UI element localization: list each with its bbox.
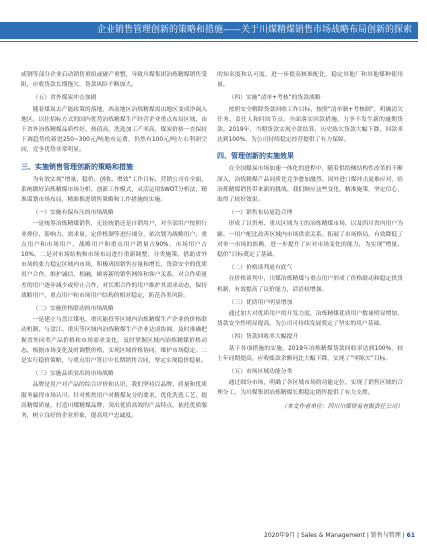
header-divider <box>0 41 418 42</box>
subheading: （四）货款回收率大幅提升 <box>228 334 299 341</box>
section-heading: 四、管理创新的实施效果 <box>217 152 294 161</box>
subheading: （一）销售布局更趋合理 <box>228 210 293 217</box>
paragraph: 在全国煤炭市场加速一体化的进程中，随着供给侧结构性改革的不断深入，冶炼精煤产品同质化竞争愈加激烈。国外进口煤冲击更难应对，给冶炼精煤销售带来新的挑战。我们顺应这些变化，精准施策，坚定信心，取得了较好效果。 <box>217 166 403 204</box>
subheading: （二）实施价格联动的市场战略 <box>32 306 114 313</box>
section-heading: 三、实施销售管理创新的策略和措施 <box>21 162 133 171</box>
paragraph: 品牌是用户对产品的综合评价和认识，我们坚持以品牌、质量和优质服务赢得市场认可。针对炼焦用户对精煤灰分的要求，优化洗选工艺，提高精煤质量，打造川煤精煤品牌，突出优质高效的产品特点，依托优质服务，树立良好的企业形象，提高用户忠诚度。 <box>21 382 207 420</box>
paragraph: 的知名度和认可度，进一步提高核准配比，稳定其他厂和其他煤种使用量。 <box>217 72 403 89</box>
paragraph: 通过细分市场，明确了各区域市场的功能定位，实现了销售区域的合理分工，为川煤集团冶炼精煤长期稳定销售提供了有力支撑。 <box>217 380 403 397</box>
page-footer <box>264 530 415 539</box>
right-column <box>217 70 403 412</box>
subheading: （四）实施“清单+考核”的货款战略 <box>228 95 321 102</box>
paragraph: 随着煤炭去产能政策的落地，西南地区冶炼精煤需由地区变成净调入地区。以往招标方式的国内优势冶炼精煤生产经营企业重点布局区域，由于省外冶炼精煤品质性好、热值高，洗选加工产率高，煤炭价格一直保持下调趋势的新进250~300元/吨地市运费，仍然有100元/吨左右利润空间，竞争优势非常明显。 <box>21 106 207 154</box>
author-affiliation: （本文作者单位：四川川煤贸易有限责任公司） <box>281 403 403 410</box>
left-column <box>21 70 207 421</box>
subheading: （三）优质用户明显增加 <box>228 299 293 306</box>
paragraph: 形成了以贵州、重庆区域为主的冶炼精煤市场，以及四川省内用户为辅、一用户配比改善区域内市场供需关系。拓展了市场格局，有效降低了对单一市场的依赖，进一步提升了应对市场变化的能力，为实现“增量、稳价”目标奠定了基础。 <box>217 221 403 259</box>
page-number: 61 <box>406 532 415 539</box>
footer-text: 2020年9月 | Sales & Management | 销售与管理 | <box>264 532 405 539</box>
subheading: （二）价格谈判更有底气 <box>228 265 293 272</box>
subheading: （五）省外煤炭冲击加剧 <box>32 95 97 102</box>
subheading: （一）实施有保有压的市场战略 <box>32 210 114 217</box>
paragraph: 通过加大对优质用户的开发力度，冶炼精煤优质用户数量明显增加，货款安全性明显提高，为公司可持续发展奠定了坚实的用户基础。 <box>217 311 403 328</box>
paragraph: 一是建立与盘江煤电、重庆能投等区域内冶炼精煤生产企业的价格联动机制，与盘江、重庆等区域内冶炼精煤生产企业达成协调，及时准确把握省外同类产品价格和市场需求变化，及时掌握区域内冶炼精煤价格动态，根据市场变化及时调整价格，实现区域价格协同，维护市场稳定。二是实行稳价策略，与重点用户签订中长期销售合同，坚定实现稳价稳量。 <box>21 317 207 365</box>
paragraph: 一是统筹冶炼精煤销售，无论统销还是自销用户，对全部用户按照行业排位、影响力、需求量、定价机制等进行细分，依次划为战略用户、重点用户和市场用户，战略用户和重点用户销量占90%，市场用户占10%。二是对市场结构和市场布局进行重新调整，分类施策，借助省外市场的张力稳定区域内市场，积极巩固销售存量和增长，货款安全的优质用户合作，维护诚信、相融，顾客新的销售网络和客户关系，对合作质量差的用户逐步减少或停止合作，对长期合作的用户维护其需求动态，保持战略用户、重点用户和市场用户结构的相对稳定，防范各类风险。 <box>21 221 207 299</box>
paragraph: 为有效实现“增量、稳价、创收、增效”工作目标，营销公司在全面、系统做好冶炼精煤市场分析、创新工作模式，灵活运用SWOT分析法，精准谋划市场布局，精准推进销售策略和工作措施的实施。 <box>21 176 207 204</box>
subheading: （三）实施品质突出的市场战略 <box>32 371 114 378</box>
paragraph: 基于各项措施的实施，2019年冶炼精煤货款回收率达到100%，较上年同期提高，应收账款余额同比大幅下降，实现了“零陈欠”目标。 <box>217 345 403 362</box>
subheading: （五）市场区域功能分类 <box>228 369 293 376</box>
paragraph: 在价格谈判中，川煤冶炼精煤与重点用户形成了价格联动和稳定供货机制，有效提高了议价能力，话语权增强。 <box>217 276 403 293</box>
running-header: 企业销售管理创新的策略和措施——关于川煤精煤销售市场战略布局创新的探索 <box>0 22 418 39</box>
paragraph: 咸钢等部分企业启动销售重组或破产重整，导致川煤集团冶炼精煤销售受阻，应收货款长期拖欠，货款风险不断加大。 <box>21 72 207 89</box>
paragraph: 按照安全解除货款回收工作目标，按照“清单制+考核制”，明确清欠任务、责任人和时间节点，全面落实回款措施，力争不发生新的逾期货款。2019年，当期货款实现全款结算，历史陈欠货款大幅下降，回款率达到100%，为公司持续稳定经营提供了有力保障。 <box>217 106 403 144</box>
